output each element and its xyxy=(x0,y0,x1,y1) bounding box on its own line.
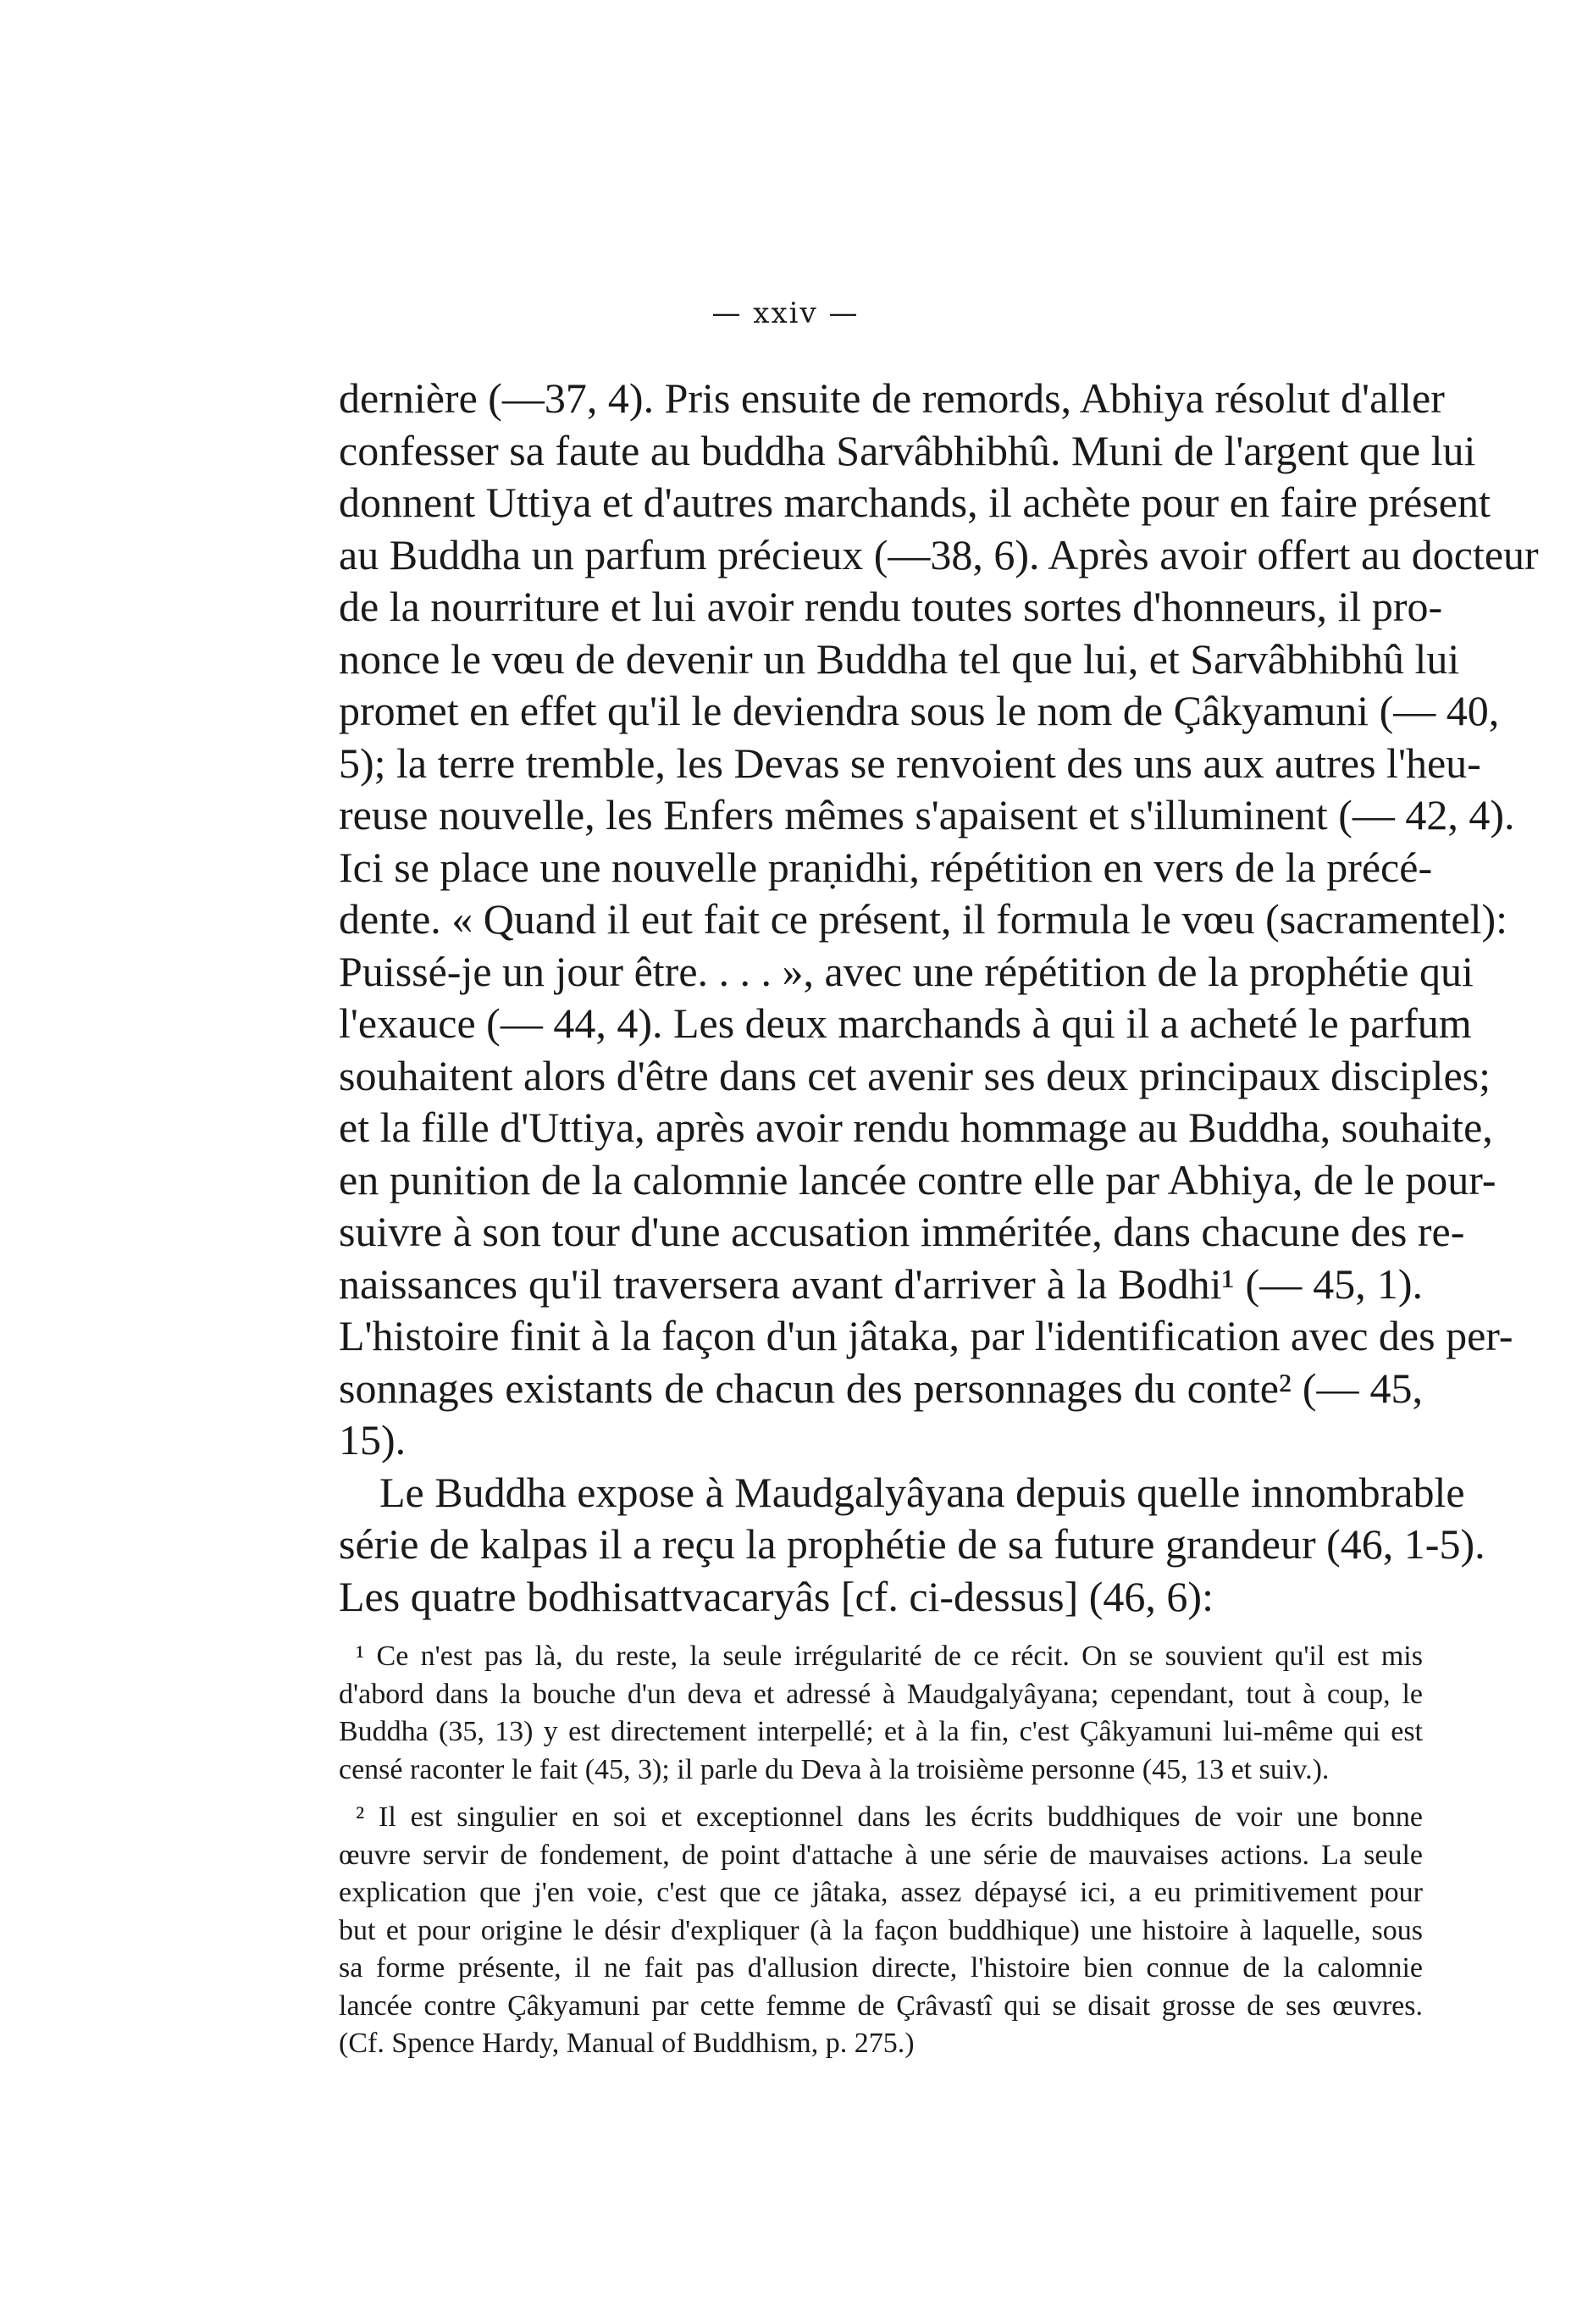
text-line: 15). xyxy=(339,1416,407,1464)
footnote-line: sa forme présente, il ne fait pas d'allusion directe, l'histoire bien connue de la calomnie xyxy=(339,1952,1423,1984)
page-number: — xxiv — xyxy=(711,296,860,330)
main-text xyxy=(339,373,1539,2063)
text-line: de la nourriture et lui avoir rendu toutes sortes d'honneurs, il pro- xyxy=(339,583,1443,630)
footnote-line: censé raconter le fait (45, 3); il parle du Deva à la troisième personne (45, 13 et suiv.). xyxy=(339,1753,1330,1785)
footnote-line: œuvre servir de fondement, de point d'attache à une série de mauvaises actions. La seule xyxy=(339,1839,1423,1871)
text-line: en punition de la calomnie lancée contre elle par Abhiya, de le pour- xyxy=(339,1155,1496,1204)
paragraph-1 xyxy=(339,373,1539,1467)
text-line: 5); la terre tremble, les Devas se renvoient des uns aux autres l'heu- xyxy=(339,739,1481,787)
text-line: souhaitent alors d'être dans cet avenir ses deux principaux disciples; xyxy=(339,1051,1491,1099)
footnote-line: Buddha (35, 13) y est directement interpellé; et à la fin, c'est Çâkyamuni lui-même qui est xyxy=(339,1716,1423,1747)
footnote-line: lancée contre Çâkyamuni par cette femme de Çrâvastî qui se disait grosse de ses œuvres. xyxy=(339,1989,1423,2022)
text-line: dente. « Quand il eut fait ce présent, il formula le vœu (sacramentel): xyxy=(339,895,1508,943)
footnote-line: (Cf. Spence Hardy, Manual of Buddhism, p. 275.) xyxy=(339,2028,915,2059)
text-line: promet en effet qu'il le deviendra sous le nom de Çâkyamuni (— 40, xyxy=(339,687,1500,734)
footnote-2 xyxy=(339,1799,1423,2063)
footnote-line: explication que j'en voie, c'est que ce jâtaka, assez dépaysé ici, a eu primitivement pour xyxy=(339,1877,1423,1908)
text-line: Puissé-je un jour être. . . . », avec une répétition de la prophétie qui xyxy=(339,947,1474,995)
footnote-separator xyxy=(339,1623,1423,1638)
text-line: au Buddha un parfum précieux (—38, 6). Après avoir offert au docteur xyxy=(339,530,1539,578)
footnote-line: d'abord dans la bouche d'un deva et adressé à Maudgalyâyana; cependant, tout à coup, le xyxy=(339,1678,1423,1710)
text-line: dernière (—37, 4). Pris ensuite de remords, Abhiya résolut d'aller xyxy=(339,374,1445,422)
text-line: l'exauce (— 44, 4). Les deux marchands à qui il a acheté le parfum xyxy=(339,999,1472,1047)
text-line: suivre à son tour d'une accusation imméritée, dans chacune des re- xyxy=(339,1208,1465,1255)
text-line: série de kalpas il a reçu la prophétie de sa future grandeur (46, 1-5). xyxy=(339,1520,1485,1568)
paragraph-2 xyxy=(339,1467,1485,1624)
text-line: Le Buddha expose à Maudgalyâyana depuis quelle innombrable xyxy=(379,1468,1465,1516)
footnote-1 xyxy=(339,1638,1423,1789)
footnote-line: ¹ Ce n'est pas là, du reste, la seule irrégularité de ce récit. On se souvient qu'il est mis xyxy=(356,1641,1423,1672)
text-line: reuse nouvelle, les Enfers mêmes s'apaisent et s'illuminent (— 42, 4). xyxy=(339,791,1515,838)
text-line: naissances qu'il traversera avant d'arriver à la Bodhi¹ (— 45, 1). xyxy=(339,1259,1423,1308)
footnote-line: but et pour origine le désir d'expliquer (à la façon buddhique) une histoire à laquelle, sous xyxy=(339,1914,1423,1946)
text-line: nonce le vœu de devenir un Buddha tel que lui, et Sarvâbhibhû lui xyxy=(339,634,1460,683)
text-line: L'histoire finit à la façon d'un jâtaka, par l'identification avec des per- xyxy=(339,1312,1513,1359)
text-line: Ici se place une nouvelle praṇidhi, répétition en vers de la précé- xyxy=(339,843,1433,891)
text-line: sonnages existants de chacun des personnages du conte² (— 45, xyxy=(339,1364,1423,1412)
text-line: donnent Uttiya et d'autres marchands, il achète pour en faire présent xyxy=(339,479,1491,526)
footnote-line: ² Il est singulier en soi et exceptionnel dans les écrits buddhiques de voir une bonne xyxy=(356,1801,1423,1833)
text-line: Les quatre bodhisattvacaryâs [cf. ci-dessus] (46, 6): xyxy=(339,1572,1214,1620)
text-line: et la fille d'Uttiya, après avoir rendu hommage au Buddha, souhaite, xyxy=(339,1104,1493,1151)
text-line: confesser sa faute au buddha Sarvâbhibhû. Muni de l'argent que lui xyxy=(339,426,1476,474)
